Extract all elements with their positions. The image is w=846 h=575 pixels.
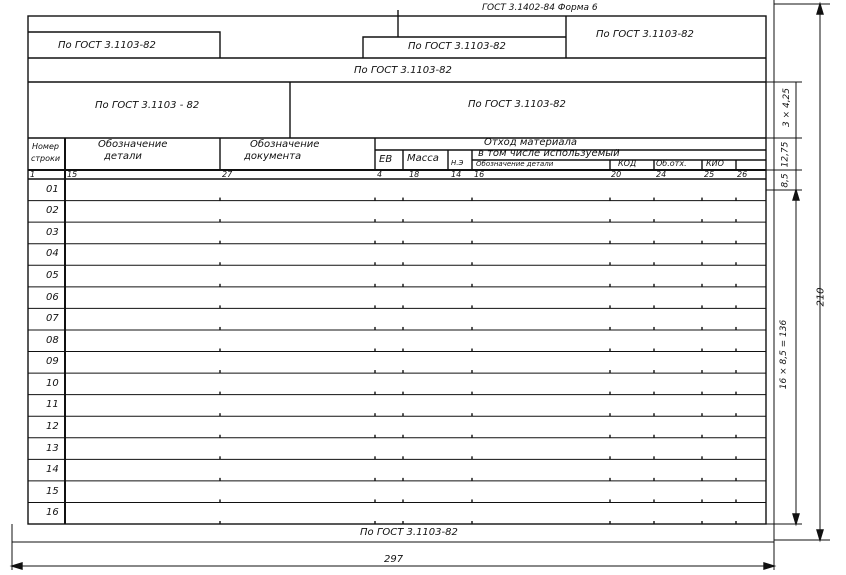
- arrow-rows-bottom: [793, 514, 799, 524]
- frame-border: [28, 16, 766, 524]
- row-number: 16: [46, 507, 59, 519]
- ref-top-middle: По ГОСТ 3.1103-82: [408, 41, 506, 52]
- colnum-24: 24: [656, 170, 667, 179]
- arrow-210-bottom: [817, 530, 823, 540]
- row-number: 14: [46, 464, 59, 476]
- colnum-25: 25: [704, 170, 715, 179]
- colnum-18: 18: [409, 170, 420, 179]
- col-doc-line1: Обозначение: [250, 139, 320, 150]
- ref-top-left: По ГОСТ 3.1103-82: [58, 40, 156, 51]
- col-waste-mass: Об.отх.: [656, 159, 687, 168]
- col-ev: ЕВ: [379, 154, 393, 165]
- row-number: 09: [46, 356, 59, 368]
- row-number: 07: [46, 313, 59, 325]
- row-number: 03: [46, 226, 59, 238]
- ref-bottom: По ГОСТ 3.1103-82: [360, 527, 458, 538]
- col-row-number-line1: Номер: [32, 142, 59, 151]
- colnum-1: 1: [30, 170, 36, 179]
- row-number: 08: [46, 334, 59, 346]
- row-number: 12: [46, 420, 59, 432]
- col-kio: КИО: [706, 159, 724, 168]
- colnum-26: 26: [737, 170, 748, 179]
- dim-body-rows: 16 × 8,5 = 136: [779, 319, 790, 390]
- row-number: 10: [46, 377, 59, 389]
- col-mass: Масса: [407, 153, 439, 164]
- row-number: 13: [46, 442, 59, 454]
- col-part-line2: детали: [104, 151, 142, 162]
- col-row-number-line2: строки: [31, 154, 61, 163]
- col-nr: Н.Э: [451, 159, 464, 167]
- dim-number-row: 8,5: [780, 173, 791, 188]
- form-title: ГОСТ 3.1402-84 Форма 6: [482, 3, 598, 13]
- colnum-16: 16: [474, 170, 485, 179]
- col-waste-group: Отход материала: [484, 137, 577, 148]
- row-number: 02: [46, 205, 59, 217]
- col-part-line1: Обозначение: [98, 139, 168, 150]
- row-number: 05: [46, 270, 59, 282]
- col-including-used: в том числе используемый: [478, 148, 620, 159]
- colnum-20: 20: [611, 170, 622, 179]
- arrow-rows-top: [793, 190, 799, 200]
- dim-width-297: 297: [384, 554, 404, 565]
- colnum-4: 4: [377, 170, 383, 179]
- arrow-210-top: [817, 4, 823, 14]
- col-doc-line2: документа: [244, 151, 302, 162]
- arrow-297-left: [12, 563, 22, 569]
- ref-wide-right: По ГОСТ 3.1103-82: [468, 99, 566, 110]
- ref-wide-left: По ГОСТ 3.1103 - 82: [95, 100, 200, 111]
- ref-full-row: По ГОСТ 3.1103-82: [354, 65, 452, 76]
- row-number: 04: [46, 248, 59, 260]
- col-part-small: Обозначение детали: [476, 160, 554, 168]
- dim-header-band: 12,75: [780, 141, 791, 168]
- colnum-27: 27: [222, 170, 233, 179]
- colnum-15: 15: [67, 170, 78, 179]
- row-number: 01: [46, 183, 59, 195]
- colnum-14: 14: [451, 170, 462, 179]
- ref-top-right: По ГОСТ 3.1103-82: [596, 29, 694, 40]
- dim-height-210: 210: [815, 287, 827, 307]
- row-number: 11: [46, 399, 59, 411]
- dim-top-rows: 3 × 4,25: [782, 87, 793, 128]
- col-kod: КОД: [618, 159, 637, 168]
- row-number: 15: [46, 485, 59, 497]
- arrow-297-right: [764, 563, 774, 569]
- row-number: 06: [46, 291, 59, 303]
